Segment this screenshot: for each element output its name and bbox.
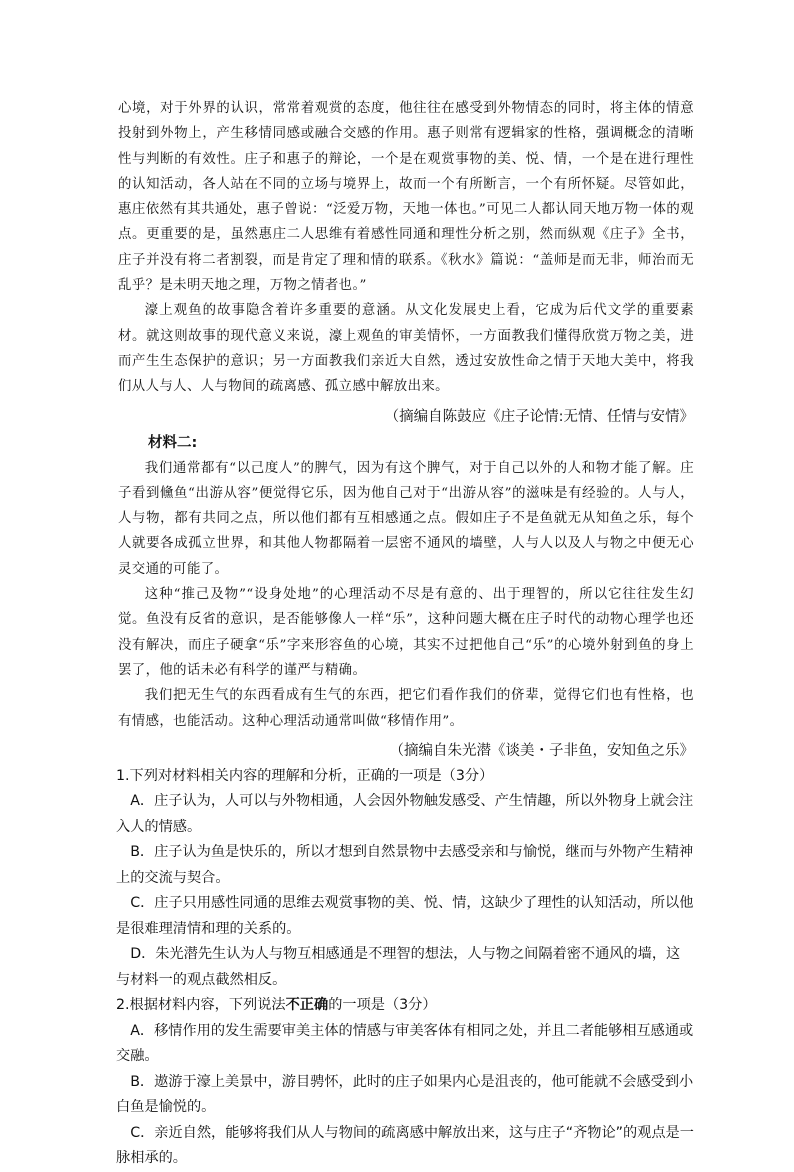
- material-one-paragraph-2: 濠上观鱼的故事隐含着许多重要的意涵。从文化发展史上看，它成为后代文学的重要素材。就这则故事的现代意义来说，濠上观鱼的审美情怀，一方面教我们懂得欣赏万物之美，进而产生生态保护的意识；另一方面教我们亲近大自然，透过安放性命之情于天地大美中，将我们从人与人、人与物间的疏离感、孤立感中解放出来。: [118, 303, 694, 395]
- question-1-option-a: A．庄子认为，人可以与外物相通，人会因外物触发感受、产生情趣，所以外物身上就会注入人的情感。: [116, 793, 694, 835]
- material-two-paragraph-3: 我们把无生气的东西看成有生气的东西，把它们看作我们的侪辈，觉得它们也有性格，也有情感，也能活动。这种心理活动通常叫做“移情作用”。: [118, 688, 694, 729]
- question-2: [116, 993, 694, 1172]
- material-one-paragraph-1: 心境，对于外界的认识，常常着观赏的态度，他往往在感受到外物情态的同时，将主体的情意投射到外物上，产生移情同感或融合交感的作用。惠子则常有逻辑家的性格，强调概念的清晰性与判断的有效性。庄子和惠子的辩论，一个是在观赏事物的美、悦、情，一个是在进行理性的认知活动，各人站在不同的立场与境界上，故而一个有所断言，一个有所怀疑。尽管如此，惠庄依然有其共通处，惠子曾说：“泛爱万物，天地一体也。”可见二人都认同天地万物一体的观点。更重要的是，虽然惠庄二人思维有着感性同通和理性分析之别，然而纵观《庄子》全书，庄子并没有将二者割裂，而是肯定了理和情的联系。《秋水》篇说：“盖师是而无非，师治而无乱乎？是未明天地之理，万物之情者也。”: [118, 101, 694, 294]
- material-two: [118, 456, 694, 734]
- question-1-stem: 1.下列对材料相关内容的理解和分析，正确的一项是（3分）: [116, 767, 494, 784]
- material-two-paragraph-1: 我们通常都有“以己度人”的脾气，因为有这个脾气，对于自己以外的人和物才能了解。庄子看到儵鱼“出游从容”便觉得它乐，因为他自己对于“出游从容”的滋味是有经验的。人与人，人与物，都有共同之点，所以他们都有互相感通之点。假如庄子不是鱼就无从知鱼之乐，每个人就要各成孤立世界，和其他人物都隔着一层密不通风的墙壁，人与人以及人与物之中便无心灵交通的可能了。: [118, 460, 694, 577]
- question-1-option-d: D．朱光潜先生认为人与物互相感通是不理智的想法，人与物之间隔着密不通风的墙，这与材料一的观点截然相反。: [116, 946, 681, 988]
- question-2-option-c: C．亲近自然，能够将我们从人与物间的疏离感中解放出来，这与庄子“齐物论”的观点是一脉相承的。: [116, 1124, 694, 1167]
- material-one: [118, 96, 694, 400]
- question-2-option-a: A．移情作用的发生需要审美主体的情感与审美客体有相同之处，并且二者能够相互感通或交融。: [116, 1022, 694, 1065]
- question-2-option-b: B．遨游于濠上美景中，游目骋怀，此时的庄子如果内心是沮丧的，他可能就不会感受到小白鱼是愉悦的。: [116, 1073, 694, 1116]
- question-1: [116, 764, 694, 994]
- question-1-option-b: B．庄子认为鱼是快乐的，所以才想到自然景物中去感受亲和与愉悦，继而与外物产生精神上的交流与契合。: [116, 844, 694, 886]
- question-2-stem-suffix: 的一项是（3分）: [328, 997, 437, 1014]
- question-2-stem-prefix: 2.根据材料内容，下列说法: [116, 997, 286, 1014]
- material-two-paragraph-2: 这种“推己及物”“设身处地”的心理活动不尽是有意的、出于理智的，所以它往往发生幻觉。鱼没有反省的意识，是否能够像人一样“乐”，这种问题大概在庄子时代的动物心理学也还没有解决，而庄子硬拿“乐”字来形容鱼的心境，其实不过把他自己“乐”的心境外射到鱼的身上罢了，他的话未必有科学的谨严与精确。: [118, 587, 694, 678]
- material-two-title: 材料二:: [148, 434, 198, 451]
- question-1-option-c: C．庄子只用感性同通的思维去观赏事物的美、悦、情，这缺少了理性的认知活动，所以他是很难理清情和理的关系的。: [116, 895, 694, 937]
- material-two-source: （摘编自朱光潜《谈美・子非鱼，安知鱼之乐》: [389, 742, 694, 759]
- question-2-stem-emphasis: 不正确: [285, 997, 329, 1014]
- material-one-source: （摘编自陈鼓应《庄子论情:无情、任情与安情》: [384, 408, 694, 425]
- question-2-stem: [116, 993, 694, 1019]
